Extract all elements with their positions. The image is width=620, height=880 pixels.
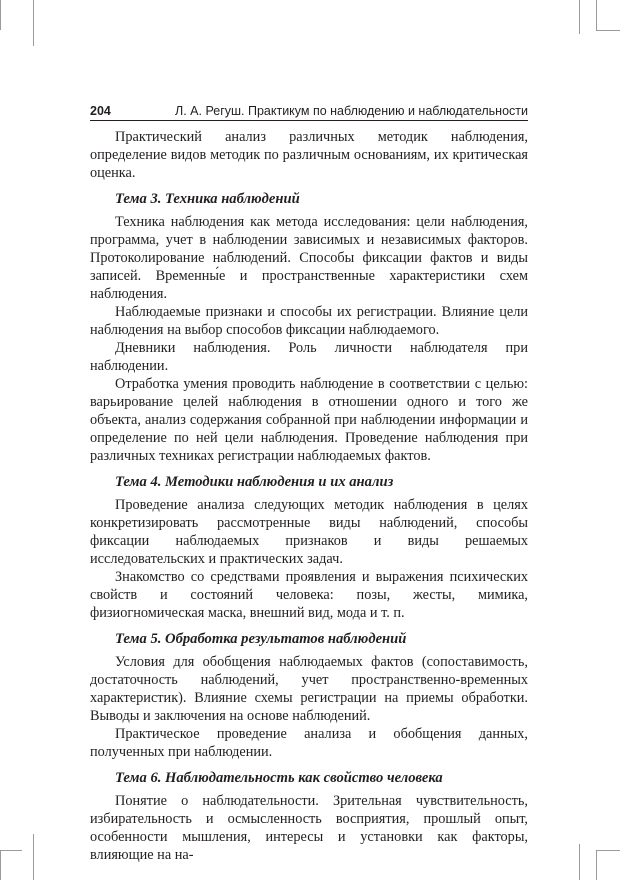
crop-mark-bottom-right-inner bbox=[596, 850, 597, 880]
topic-5-title: Тема 5. Обработка результатов наблюдений bbox=[115, 631, 407, 647]
crop-mark-top-right-inner bbox=[596, 0, 597, 30]
topic-5-paragraph-2: Практическое проведение анализа и обобщения данных, полученных при наблюдении. bbox=[90, 726, 528, 760]
page-body bbox=[90, 128, 528, 864]
crop-mark-bottom-left-inner bbox=[33, 834, 34, 880]
intro-paragraph: Практический анализ различных методик наблюдения, определение видов методик по различным основаниям, их критическая оценка. bbox=[90, 129, 528, 181]
crop-mark-top-left bbox=[0, 0, 1, 30]
topic-3-paragraph-2: Наблюдаемые признаки и способы их регистрации. Влияние цели наблюдения на выбор способов фиксации наблюдаемого. bbox=[90, 304, 528, 338]
crop-mark-bottom-left bbox=[0, 850, 1, 880]
running-title: Л. А. Регуш. Практикум по наблюдению и наблюдательности bbox=[175, 104, 528, 118]
crop-mark-bottom-right-horizontal bbox=[596, 850, 620, 851]
crop-mark-bottom-left-horizontal bbox=[0, 850, 22, 851]
topic-4-paragraph-1: Проведение анализа следующих методик наблюдения в целях конкретизировать рассмотренные виды наблюдений, способы фиксации наблюдаемых признаков и виды решаемых исследовательских и практических задач. bbox=[90, 497, 528, 567]
page-header bbox=[90, 100, 528, 121]
topic-4-title: Тема 4. Методики наблюдения и их анализ bbox=[115, 474, 394, 490]
topic-5-paragraph-1: Условия для обобщения наблюдаемых фактов (сопоставимость, достаточность наблюдений, учет пространственно-временных характеристик). Влияние схемы регистрации на приемы обработки. Выводы и заключения на основе наблюдений. bbox=[90, 654, 528, 724]
topic-3-title: Тема 3. Техника наблюдений bbox=[115, 191, 300, 207]
crop-mark-bottom-right bbox=[579, 844, 580, 880]
topic-6-title: Тема 6. Наблюдательность как свойство человека bbox=[115, 770, 443, 786]
topic-3-paragraph-3: Дневники наблюдения. Роль личности наблюдателя при наблюдении. bbox=[90, 340, 528, 374]
topic-3-paragraph-1: Техника наблюдения как метода исследования: цели наблюдения, программа, учет в наблюдении зависимых и независимых факторов. Протоколирование наблюдений. Способы фиксации фактов и виды записей. Временны́е и пространственные характеристики схем наблюдения. bbox=[90, 214, 528, 302]
crop-mark-top-right bbox=[579, 0, 580, 34]
topic-6-paragraph-1: Понятие о наблюдательности. Зрительная чувствительность, избирательность и осмысленность восприятия, прошлый опыт, особенности мышления, интересы и установки как факторы, влияющие на на- bbox=[90, 793, 528, 863]
page-number: 204 bbox=[90, 104, 111, 118]
topic-3-paragraph-4: Отработка умения проводить наблюдение в соответствии с целью: варьирование целей наблюдения в отношении одного и того же объекта, анализ содержания собранной при наблюдении информации и определение по ней цели наблюдения. Проведение наблюдения при различных техниках регистрации наблюдаемых фактов. bbox=[90, 376, 528, 464]
topic-4-paragraph-2: Знакомство со средствами проявления и выражения психических свойств и состояний человека: позы, жесты, мимика, физиогномическая маска, внешний вид, мода и т. п. bbox=[90, 569, 528, 621]
crop-mark-top-left-inner bbox=[33, 0, 34, 46]
crop-mark-top-right-horizontal bbox=[596, 30, 620, 31]
